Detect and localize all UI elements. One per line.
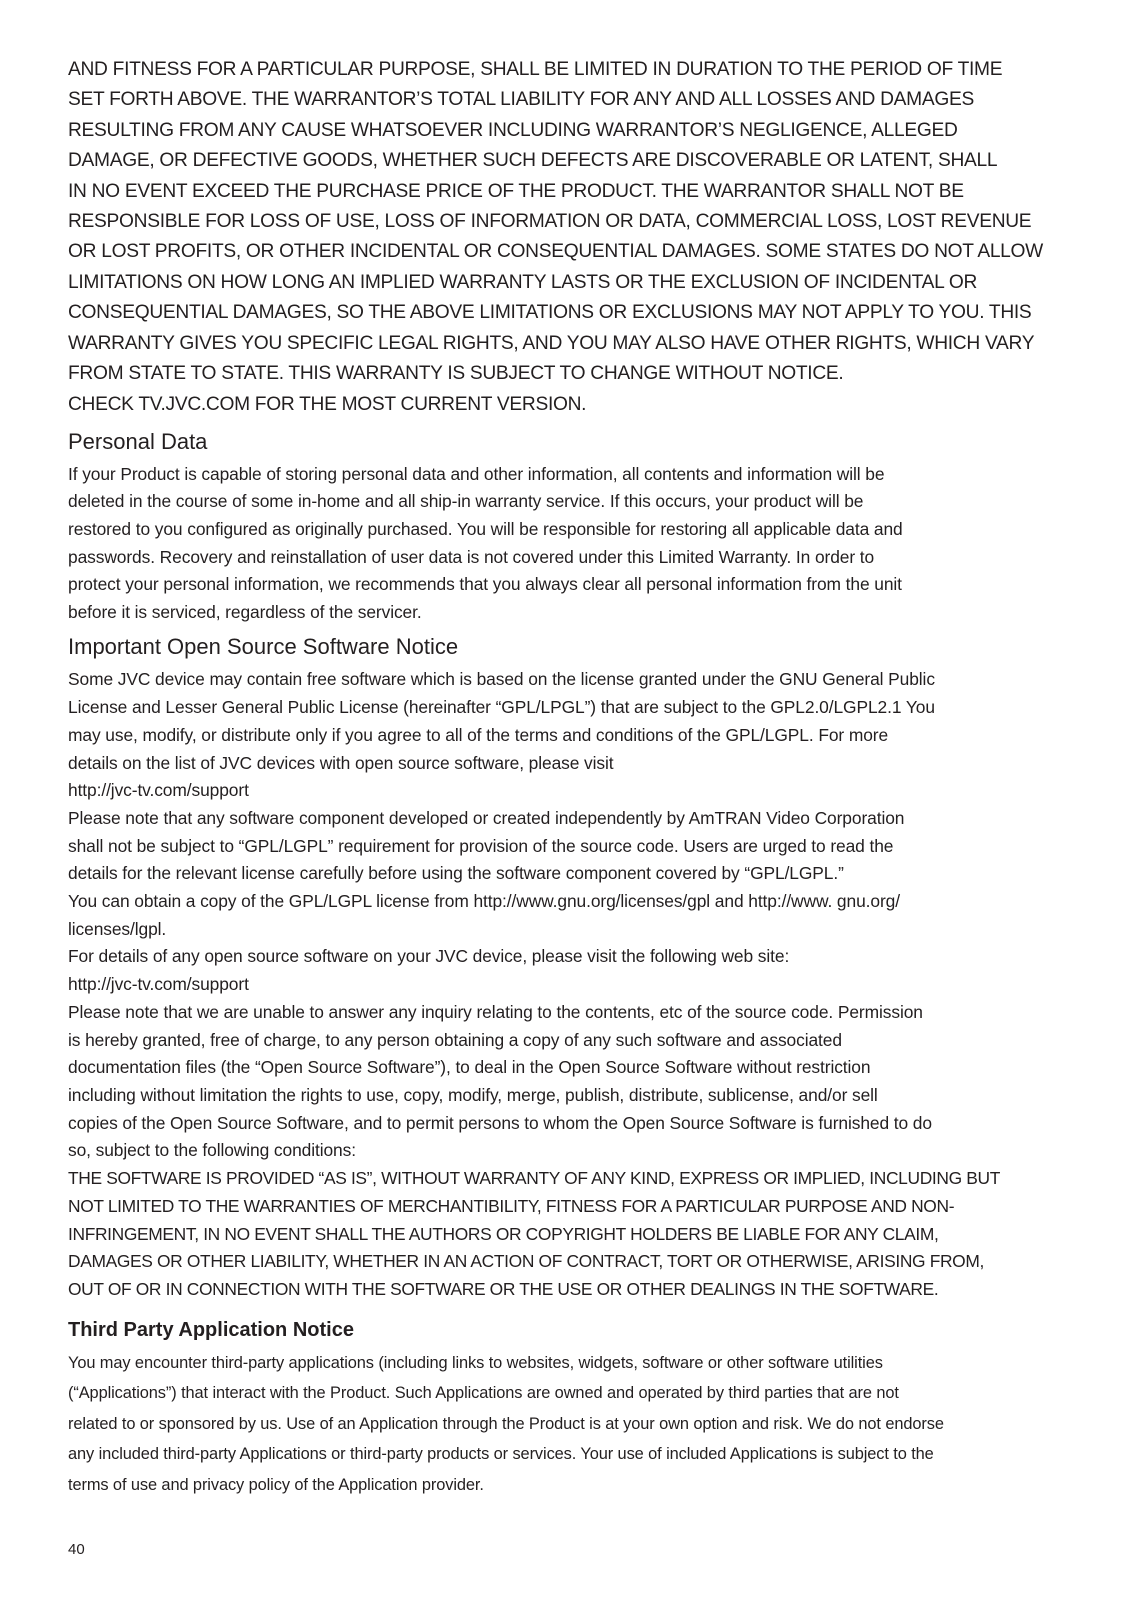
third-party-body: You may encounter third-party applications (including links to websites, widgets, software or other software utilities (“Applications”) that interact with the Product. Such Applications are owned and operated by third parties that are not related to or sponsored by us. Use of an Application through the Product is at your own option and risk. We do not endorse any included third-party Applications or third-party products or services. Your use of included Applications is subject to the terms of use and privacy policy of the Application provider. [68, 1353, 944, 1494]
open-source-paragraph-1: Some JVC device may contain free software which is based on the license granted under the GNU General Public License and Lesser General Public License (hereinafter “GPL/LPGL”) that are subject to the GPL2.0/LGPL2.1 You may use, modify, or distribute only if you agree to all of the terms and conditions of the GPL/LGPL. For more details on the list of JVC devices with open source software, please visit [68, 669, 935, 773]
open-source-link-1: http://jvc-tv.com/support [68, 780, 249, 801]
warranty-text: AND FITNESS FOR A PARTICULAR PURPOSE, SHALL BE LIMITED IN DURATION TO THE PERIOD OF TIME SET FORTH ABOVE. THE WARRANTOR’S TOTAL LIABILITY FOR ANY AND ALL LOSSES AND DAMAGES RESULTING FROM ANY CAUSE WHATSOEVER INCLUDING WARRANTOR’S NEGLIGENCE, ALLEGED DAMAGE, OR DEFECTIVE GOODS, WHETHER SUCH DEFECTS ARE DISCOVERABLE OR LATENT, SHALL IN NO EVENT EXCEED THE PURCHASE PRICE OF THE PRODUCT. THE WARRANTOR SHALL NOT BE RESPONSIBLE FOR LOSS OF USE, LOSS OF INFORMATION OR DATA, COMMERCIAL LOSS, LOST REVENUE OR LOST PROFITS, OR OTHER INCIDENTAL OR CONSEQUENTIAL DAMAGES. SOME STATES DO NOT ALLOW LIMITATIONS ON HOW LONG AN IMPLIED WARRANTY LASTS OR THE EXCLUSION OF INCIDENTAL OR CONSEQUENTIAL DAMAGES, SO THE ABOVE LIMITATIONS OR EXCLUSIONS MAY NOT APPLY TO YOU. THIS WARRANTY GIVES YOU SPECIFIC LEGAL RIGHTS, AND YOU MAY ALSO HAVE OTHER RIGHTS, WHICH VARY FROM STATE TO STATE. THIS WARRANTY IS SUBJECT TO CHANGE WITHOUT NOTICE. [68, 59, 1043, 385]
open-source-heading: Important Open Source Software Notice [68, 634, 459, 660]
open-source-link-2: http://jvc-tv.com/support [68, 974, 249, 995]
open-source-paragraph-5: Please note that we are unable to answer any inquiry relating to the contents, etc of the source code. Permission is hereby granted, free of charge, to any person obtaining a copy of any such software and associated documentation files (the “Open Source Software”), to deal in the Open Source Software without restriction including without limitation the rights to use, copy, modify, merge, publish, distribute, sublicense, and/or sell copies of the Open Source Software, and to permit persons to whom the Open Source Software is furnished to do so, subject to the following conditions: [68, 1001, 932, 1161]
open-source-paragraph-2: Please note that any software component developed or created independently by AmTRAN Video Corporation shall not be subject to “GPL/LGPL” requirement for provision of the source code. Users are urged to read the details for the relevant license carefully before using the software component covered by “GPL/LGPL.” [68, 807, 905, 884]
open-source-paragraph-3: You can obtain a copy of the GPL/LGPL license from http://www.gnu.org/licenses/gpl and http://www. gnu.org/ licenses/lgpl. [68, 891, 900, 939]
warranty-check-text: CHECK TV.JVC.COM FOR THE MOST CURRENT VERSION. [68, 394, 587, 416]
open-source-disclaimer: THE SOFTWARE IS PROVIDED “AS IS”, WITHOUT WARRANTY OF ANY KIND, EXPRESS OR IMPLIED, INCLUDING BUT NOT LIMITED TO THE WARRANTIES OF MERCHANTIBILITY, FITNESS FOR A PARTICULAR PURPOSE AND NON- INFRINGEMENT, IN NO EVENT SHALL THE AUTHORS OR COPYRIGHT HOLDERS BE LIABLE FOR ANY CLAIM, DAMAGES OR OTHER LIABILITY, WHETHER IN AN ACTION OF CONTRACT, TORT OR OTHERWISE, ARISING FROM, OUT OF OR IN CONNECTION WITH THE SOFTWARE OR THE USE OR OTHER DEALINGS IN THE SOFTWARE. [68, 1168, 1000, 1299]
personal-data-body: If your Product is capable of storing personal data and other information, all contents and information will be deleted in the course of some in-home and all ship-in warranty service. If this occurs, your product will be restored to you configured as originally purchased. You will be responsible for restoring all applicable data and passwords. Recovery and reinstallation of user data is not covered under this Limited Warranty. In order to protect your personal information, we recommends that you always clear all personal information from the unit before it is serviced, regardless of the servicer. [68, 463, 903, 622]
page-number: 40 [68, 1541, 85, 1558]
third-party-heading: Third Party Application Notice [68, 1318, 354, 1341]
open-source-paragraph-4: For details of any open source software on your JVC device, please visit the following web site: [68, 946, 790, 967]
personal-data-heading: Personal Data [68, 428, 208, 454]
page-content [68, 55, 1068, 1501]
open-source-section [68, 666, 1068, 1303]
